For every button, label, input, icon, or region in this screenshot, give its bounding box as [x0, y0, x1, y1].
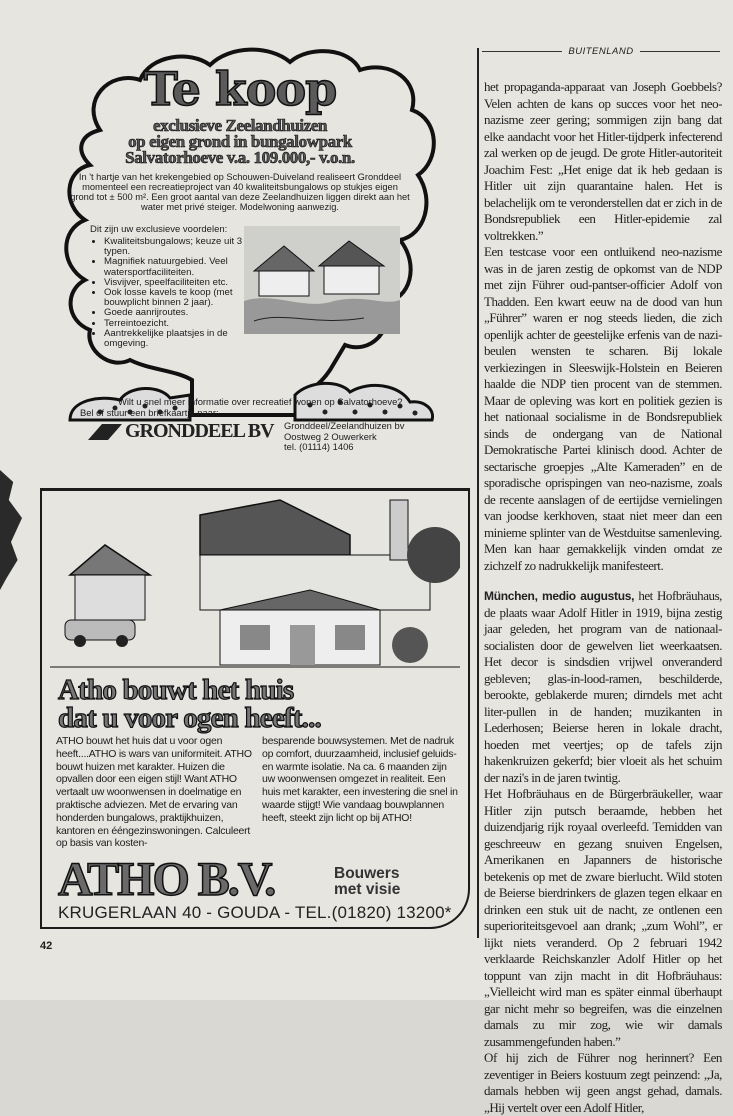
gronddeel-logo	[88, 420, 274, 443]
footer-line: Wilt u snel meer informatie over recreatief wonen op Salvatorhoeve?	[118, 396, 403, 407]
benefits-list	[92, 237, 252, 349]
footer-line: Bel of stuur een briefkaartje naar:	[80, 406, 219, 418]
ad-title: Te koop	[143, 62, 337, 116]
atho-headline	[58, 676, 458, 732]
bungalow-illustration	[244, 226, 400, 334]
headline-line: Atho bouwt het huis	[58, 674, 294, 706]
atho-slogan	[334, 866, 400, 898]
section-header	[482, 46, 720, 57]
atho-body-col1: ATHO bouwt het huis dat u voor ogen heeft....ATHO is wars van uniformiteit. ATHO bouwt huizen met karakter. Huizen die opvallen door een eigen stijl! Want ATHO vertaalt uw woonwensen in doelmatige en praktische adviezen. Met de ervaring van honderden bungalows, praktijkhuizen, kantoren en ééngezinswoningen. Calculeert op basis van kosten-	[56, 735, 252, 850]
article-paragraph	[484, 588, 722, 786]
benefit-item: • Terreintoezicht.	[104, 319, 252, 329]
atho-house-illustration	[50, 495, 460, 673]
benefit-item: • Goede aanrijroutes.	[104, 308, 252, 318]
article-paragraph: Of hij zich de Führer nog herinnert? Een zeventiger in Beiers kostuum zegt peinzend: „Ja, damals hebben wij geen angst gehad, damals. „Hij vertelt over een Adolf Hitler,	[484, 1050, 722, 1115]
atho-logo: ATHO B.V.	[58, 853, 275, 906]
article-paragraph: Het Hofbräuhaus en de Bürgerbräukeller, waar Hitler zijn putsch beraamde, hebben het duizendjarig rijk royaal overleefd. Temidden van geschreeuw en gezang snuiven Engelsen, Amerikanen en Japanners de historische betekenis op met de zware bierlucht. Wild stoten de Beierse bierdrinkers de glazen tegen elkaar en drinken een stuk uit de nacht, ze ontlenen een superioriteitsgevoel aan drank; „zum Wohl”, er lijkt niets veranderd. Op 2 februari 1942 verklaarde Reichskanzler Adolf Hitler op het toppunt van zijn macht in dit Hofbräuhaus: „Vielleicht wird man es später einmal überhaupt gar nicht mehr so begreifen, was die einzelnen damals zu mir zog, wie wir damals zusammengefunden haben.”	[484, 786, 722, 1049]
headline-line: dat u voor ogen heeft...	[58, 702, 321, 734]
page-number: 42	[40, 940, 53, 952]
ad-subtitle-line: Salvatorhoeve v.a. 109.000,- v.o.n.	[125, 148, 355, 167]
benefit-item: • Aantrekkelijke plaatsjes in de omgeving.	[104, 329, 252, 349]
section-title: BUITENLAND	[568, 46, 634, 57]
atho-address: KRUGERLAAN 40 - GOUDA - TEL.(01820) 13200*	[58, 903, 452, 922]
address-line: tel. (01114) 1406	[284, 441, 354, 452]
gronddeel-address	[284, 421, 404, 453]
gronddeel-logo-text: GRONDDEEL BV	[125, 420, 274, 442]
benefit-item: • Kwaliteitsbungalows; keuze uit 3 typen.	[104, 237, 252, 257]
article-paragraph: het propaganda-apparaat van Joseph Goebbels? Velen achten de kans op succes voor het neo-nazisme zeer gering; sommigen zijn bang dat elke aandacht voor het Hitler-tijdperk infecterend zal werken op de jeugd. De grote Hitler-autoriteit Joachim Fest: „Het enige dat ik heb gedaan is Hitler uit zijn quarantaine halen. Het is belachelijk om te veronderstellen dat er zich in de Bondsrepubliek een Hitler-epidemie zal voltrekken.”	[484, 79, 722, 243]
ad-intro-text: In 't hartje van het krekengebied op Schouwen-Duiveland realiseert Gronddeel momenteel een recreatieproject van 40 kwaliteitsbungalows op stukjes eigen grond tot ± 500 m². Een groot aantal van deze Zeelandhuizen liggen direkt aan het water met privé steiger. Modelwoning aanwezig.	[70, 172, 410, 212]
article-paragraph: Een testcase voor een ontluikend neo-nazisme was in de jaren zestig de opkomst van de NDP met zijn Führer oud-pantser-officier Adolf von Thadden. Een kwart eeuw na de dood van hun „Führer” waren er nog steeds lieden, die zich openlijk achter de geestelijke erfenis van de nazi-beulen wensten te scharen. Bij lokale verkiezingen in Sleeswijk-Holstein en Beieren haalde die NDP tien procent van de stemmen. Maar de opleving was kort en politiek gezien is het nationaal socialisme in de Bondsrepubliek sinds de ondergang van de National Demokratische Partei klinisch dood. Achter de sectarische groepjes „Alte Kameraden” en de sporadische oprispingen van neo-nazisme, zoals de recente aanslagen of de eertijdse vernielingen van joodse kerkhoven, staat niet meer dan een minieme splinter van de Westduitse samenleving. Men kan haar gemakkelijk vinden omdat ze zichzelf zo nadrukkelijk manifesteert.	[484, 244, 722, 573]
paragraph-text: het Hofbräuhaus, de plaats waar Adolf Hitler in 1919, bijna zestig jaar geleden, het program van de nationaal-socialisten door de gewelven liet weerkaatsen. Het decor is sindsdien vrijwel onveranderd gebleven; glas-in-lood-ramen, beschilderde, berookte, geblakerde muren; dirndels met acht liter-pullen in de handen; muzikanten in Lederhosen; Beierse heren in lokale dracht, hoeden met veertjes; op de tafels zijn hakenkruizen gekerfd; bier vloeit als het schuim der nazi's in de jaren twintig.	[484, 588, 722, 785]
benefit-item: • Magnifiek natuurgebied. Veel watersportfaciliteiten.	[104, 257, 252, 277]
benefit-item: • Visvijver, speelfaciliteiten etc.	[104, 278, 252, 288]
header-rule	[482, 51, 562, 52]
slogan-line: Bouwers	[334, 865, 400, 882]
gronddeel-logo-mark-icon	[88, 424, 122, 440]
benefits-lead: Dit zijn uw exclusieve voordelen:	[90, 224, 228, 235]
column-divider	[477, 48, 479, 938]
slogan-line: met visie	[334, 881, 401, 898]
ad-footer-text	[80, 397, 440, 418]
article-body	[484, 79, 722, 1116]
address-line: Gronddeel/Zeelandhuizen bv	[284, 420, 405, 431]
torn-page-edge	[0, 470, 22, 590]
ad-subtitle-line: exclusieve Zeelandhuizen	[152, 116, 328, 135]
ad-subtitle-line: op eigen grond in bungalowpark	[128, 132, 352, 151]
header-rule	[640, 51, 720, 52]
dateline: München, medio augustus,	[484, 589, 635, 603]
benefit-item: • Ook losse kavels te koop (met bouwplicht binnen 2 jaar).	[104, 288, 252, 308]
address-line: Oostweg 2 Ouwerkerk	[284, 430, 377, 442]
atho-body-col2: besparende bouwsystemen. Met de nadruk op comfort, duurzaamheid, inclusief geluids- en warmte isolatie. Na ca. 6 maanden zijn uw woonwensen omgezet in realiteit. Een huis met karakter, een investering die snel in waarde stijgt! Wie vandaag bouwplannen heeft, steekt zijn licht op bij ATHO!	[262, 735, 458, 824]
